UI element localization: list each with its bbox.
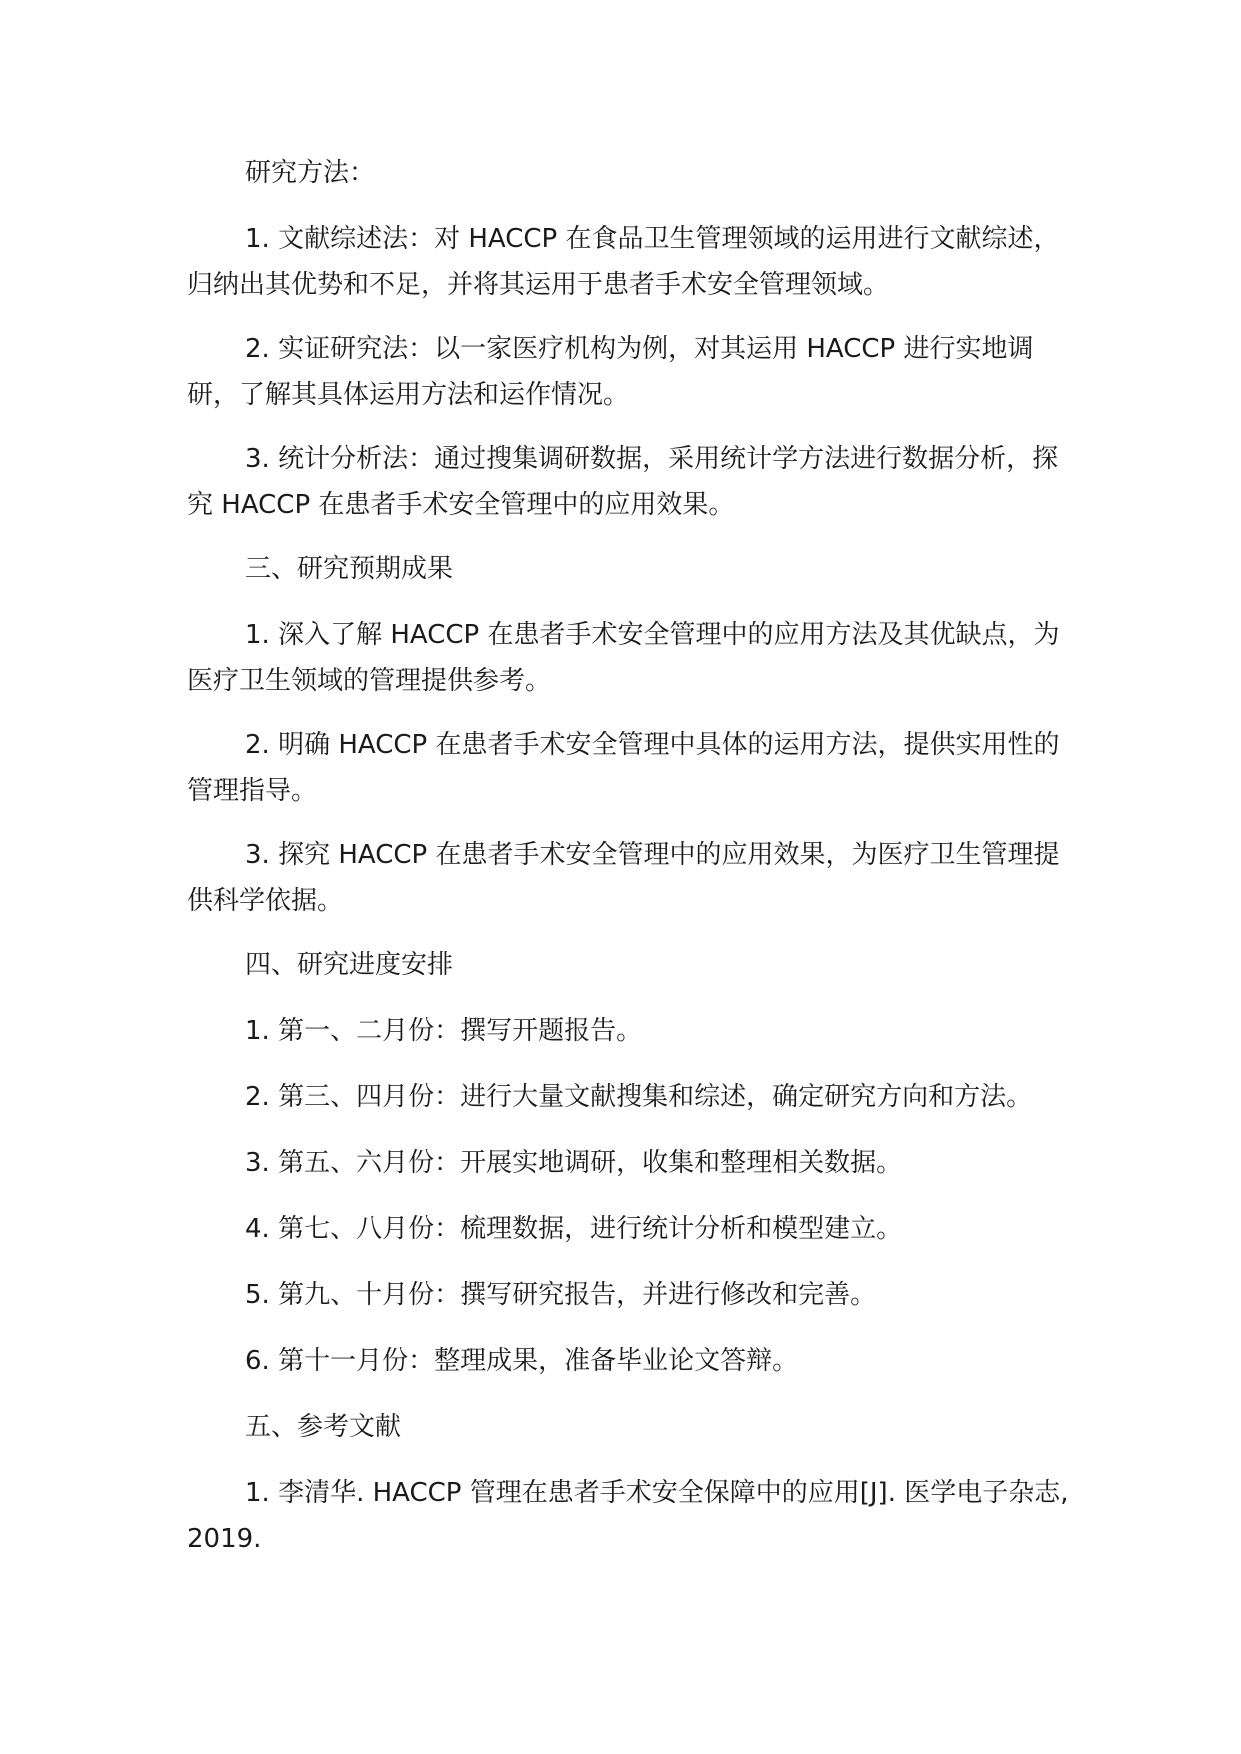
schedule-item-6: 6. 第十一月份：整理成果，准备毕业论文答辩。 bbox=[245, 1346, 799, 1376]
section-heading-methods: 研究方法： bbox=[245, 158, 376, 188]
document-body bbox=[187, 150, 1077, 1580]
schedule-item-5: 5. 第九、十月份：撰写研究报告，并进行修改和完善。 bbox=[245, 1280, 877, 1310]
expected-result-1: 1. 深入了解 HACCP 在患者手术安全管理中的应用方法及其优缺点，为医疗卫生领域的管理提供参考。 bbox=[187, 620, 1060, 696]
expected-result-2: 2. 明确 HACCP 在患者手术安全管理中具体的运用方法，提供实用性的管理指导。 bbox=[187, 730, 1060, 806]
schedule-item-4: 4. 第七、八月份：梳理数据，进行统计分析和模型建立。 bbox=[245, 1214, 903, 1244]
schedule-item-3: 3. 第五、六月份：开展实地调研，收集和整理相关数据。 bbox=[245, 1148, 903, 1178]
method-item-2: 2. 实证研究法：以一家医疗机构为例，对其运用 HACCP 进行实地调研，了解其具体运用方法和运作情况。 bbox=[187, 334, 1034, 410]
section-heading-expected-results: 三、研究预期成果 bbox=[245, 554, 454, 584]
expected-result-3: 3. 探究 HACCP 在患者手术安全管理中的应用效果，为医疗卫生管理提供科学依据。 bbox=[187, 840, 1060, 916]
section-heading-schedule: 四、研究进度安排 bbox=[245, 950, 454, 980]
section-heading-references: 五、参考文献 bbox=[245, 1412, 402, 1442]
schedule-item-1: 1. 第一、二月份：撰写开题报告。 bbox=[245, 1016, 643, 1046]
schedule-item-2: 2. 第三、四月份：进行大量文献搜集和综述，确定研究方向和方法。 bbox=[245, 1082, 1033, 1112]
method-item-1: 1. 文献综述法：对 HACCP 在食品卫生管理领域的运用进行文献综述，归纳出其优势和不足，并将其运用于患者手术安全管理领域。 bbox=[187, 224, 1060, 300]
reference-item-1: 1. 李清华. HACCP 管理在患者手术安全保障中的应用[J]. 医学电子杂志, 2019. bbox=[187, 1478, 1069, 1554]
method-item-3: 3. 统计分析法：通过搜集调研数据，采用统计学方法进行数据分析，探究 HACCP 在患者手术安全管理中的应用效果。 bbox=[187, 444, 1059, 520]
